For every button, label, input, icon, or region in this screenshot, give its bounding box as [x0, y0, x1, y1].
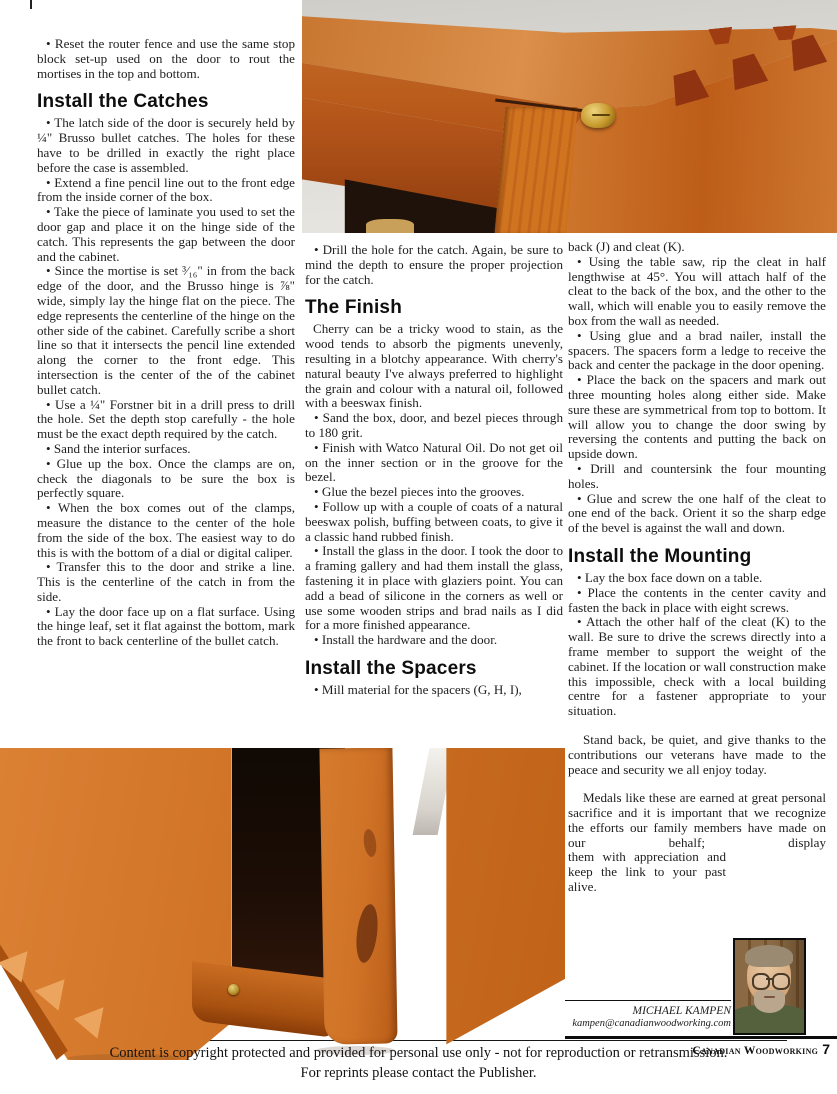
bullet-paragraph: • Since the mortise is set ³⁄₁₆" in from the back edge of the door, and the Brusso hinge is ⅞" wide, simply lay the hinge flat on the piece. The edge represents the centerline of the hinge on the other side of the cabinet. Carefully scribe a short line so that it intersects the pencil line extended along the corner to the front edge. This intersection is the center of the of the cabinet bullet catch. — [37, 263, 295, 397]
photo-cabinet-top-corner — [302, 0, 837, 233]
heading-install-the-catches: Install the Catches — [37, 91, 209, 113]
footer-rule-right — [565, 1036, 837, 1039]
paragraph: back (J) and cleat (K). — [568, 239, 685, 254]
bullet-paragraph: • Drill the hole for the catch. Again, be sure to mind the depth to ensure the proper projection for the catch. — [305, 242, 563, 287]
bullet-paragraph: • Place the back on the spacers and mark out three mounting holes along either side. Make sure these are symmetrical from top to bottom. It will allow you to change the door swing by reversing the contents and putting the back on upside down. — [568, 372, 826, 462]
bullet-paragraph: • Attach the other half of the cleat (K) to the wall. Be sure to drive the screws directly into a frame member to support the weight of the cabinet. If the location or wall construction make this impossible, check with a local building centre for a fastener appropriate to your situation. — [568, 614, 826, 719]
brass-bullet-catch — [228, 984, 239, 995]
bullet-paragraph: • Glue and screw the one half of the cleat to one end of the back. Orient it so the sharp edge of the bevel is against the wall and down. — [568, 490, 826, 536]
bullet-paragraph: • Take the piece of laminate you used to set the door gap and place it on the hinge side of the catch. This represents the gap between the door and the cabinet. — [37, 204, 295, 264]
bullet-paragraph: • Place the contents in the center cavity and fasten the back in place with eight screws. — [568, 584, 826, 615]
author-credit — [565, 1000, 731, 1030]
paragraph: Medals like these are earned at great personal sacrifice and it is important that we recognize the efforts our family members have made on our behalf; display — [568, 790, 826, 850]
magazine-name: Canadian Woodworking — [692, 1045, 819, 1057]
bullet-paragraph: • Use a ¼" Forstner bit in a drill press to drill the hole. Set the depth stop carefully - the hole must be the exact depth required by the catch. — [37, 396, 295, 442]
heading-install-the-spacers: Install the Spacers — [305, 657, 477, 679]
bullet-paragraph: • Extend a fine pencil line out to the front edge from the inside corner of the box. — [37, 174, 295, 205]
author-name: MICHAEL KAMPEN — [632, 1005, 731, 1017]
paragraph: Cherry can be a tricky wood to stain, as the wood tends to absorb the pigments unevenly, resulting in a blotchy appearance. With cherry's natural beauty I've always preferred to highlight the grain and colour with a natural oil, followed with a beeswax finish. — [305, 321, 563, 411]
door-stile — [319, 748, 398, 1045]
bullet-paragraph: • Glue the bezel pieces into the grooves. — [314, 484, 525, 500]
portrait-mouth — [764, 996, 775, 998]
bullet-paragraph: • When the box comes out of the clamps, measure the distance to the center of the hole from the side of the box. The easiest way to do this is with the bottom of a dial or digital caliper. — [37, 500, 295, 560]
copyright-line: Content is copyright protected and provided for personal use only - not for reproduction or retransmission. — [109, 1045, 728, 1061]
author-email: kampen@canadianwoodworking.com — [572, 1018, 731, 1029]
column-right — [568, 240, 826, 895]
portrait-glasses — [752, 973, 770, 990]
portrait-glasses — [772, 973, 790, 990]
page-number-block — [692, 1041, 830, 1059]
portrait-hair — [745, 945, 793, 967]
bullet-paragraph: • Sand the interior surfaces. — [46, 440, 191, 456]
page-number: 7 — [822, 1041, 830, 1057]
bullet-paragraph: • Lay the box face down on a table. — [577, 569, 763, 585]
door-stile — [494, 107, 577, 233]
portrait-glasses-bridge — [766, 978, 773, 980]
paragraph: them with appreciation and keep the link to your past alive. — [568, 849, 726, 895]
bullet-paragraph: • Drill and countersink the four mounting holes. — [568, 460, 826, 491]
bullet-paragraph: • Finish with Watco Natural Oil. Do not get oil on the inner section or in the groove for the bezel. — [305, 439, 563, 485]
bullet-paragraph: • Install the glass in the door. I took the door to a framing gallery and had them install the glass, fastening it in place with glaziers point. You can add a bead of silicone in the corners as well or use some wooden strips and brad nails as I did for a more finished appearance. — [305, 543, 563, 633]
bullet-paragraph: • Using glue and a brad nailer, install the spacers. The spacers form a ledge to receive the back and center the package in the door opening. — [568, 327, 826, 373]
portrait-beard — [754, 990, 784, 1012]
paragraph: Stand back, be quiet, and give thanks to the contributions our veterans have made to the peace and security we all enjoy today. — [568, 731, 826, 777]
bullet-paragraph: • Using the table saw, rip the cleat in half lengthwise at 45°. You will attach half of the cleat to the back of the box, and the other to the wall, which will enable you to easily remove the box from the wall as needed. — [568, 253, 826, 328]
bullet-paragraph: • Lay the door face up on a flat surface. Using the hinge leaf, set it flat against the bottom, mark the front to back centerline of the bullet catch. — [37, 603, 295, 649]
interior-object — [366, 219, 414, 233]
bullet-paragraph: • Glue up the box. Once the clamps are on, check the diagonals to be sure the box is perfectly square. — [37, 455, 295, 501]
bullet-paragraph: • Sand the box, door, and bezel pieces through to 180 grit. — [305, 410, 563, 440]
column-left — [37, 37, 295, 649]
bullet-paragraph: • Install the hardware and the door. — [314, 632, 498, 648]
heading-the-finish: The Finish — [305, 297, 402, 319]
reprints-line: For reprints please contact the Publisher. — [300, 1065, 537, 1081]
brass-hinge-slot — [592, 114, 610, 116]
bullet-paragraph: • Follow up with a couple of coats of a natural beeswax polish, buffing between coats, to give it a classic hand rubbed finish. — [305, 498, 563, 544]
paragraph: • Reset the router fence and use the same stop block set-up used on the door to rout the mortises in the top and bottom. — [37, 36, 295, 81]
heading-install-the-mounting: Install the Mounting — [568, 545, 752, 567]
photo-cabinet-bottom-corner — [0, 748, 565, 1060]
bullet-paragraph: • The latch side of the door is securely held by ¼" Brusso bullet catches. The holes for these have to be drilled in exactly the right place before the case is assembled. — [37, 115, 295, 175]
bullet-paragraph: • Mill material for the spacers (G, H, I), — [314, 681, 522, 697]
bullet-paragraph: • Transfer this to the door and strike a line. This is the centerline of the catch in from the side. — [37, 559, 295, 604]
author-portrait-photo — [733, 938, 806, 1035]
print-registration-mark — [30, 0, 32, 9]
column-middle — [305, 243, 563, 698]
